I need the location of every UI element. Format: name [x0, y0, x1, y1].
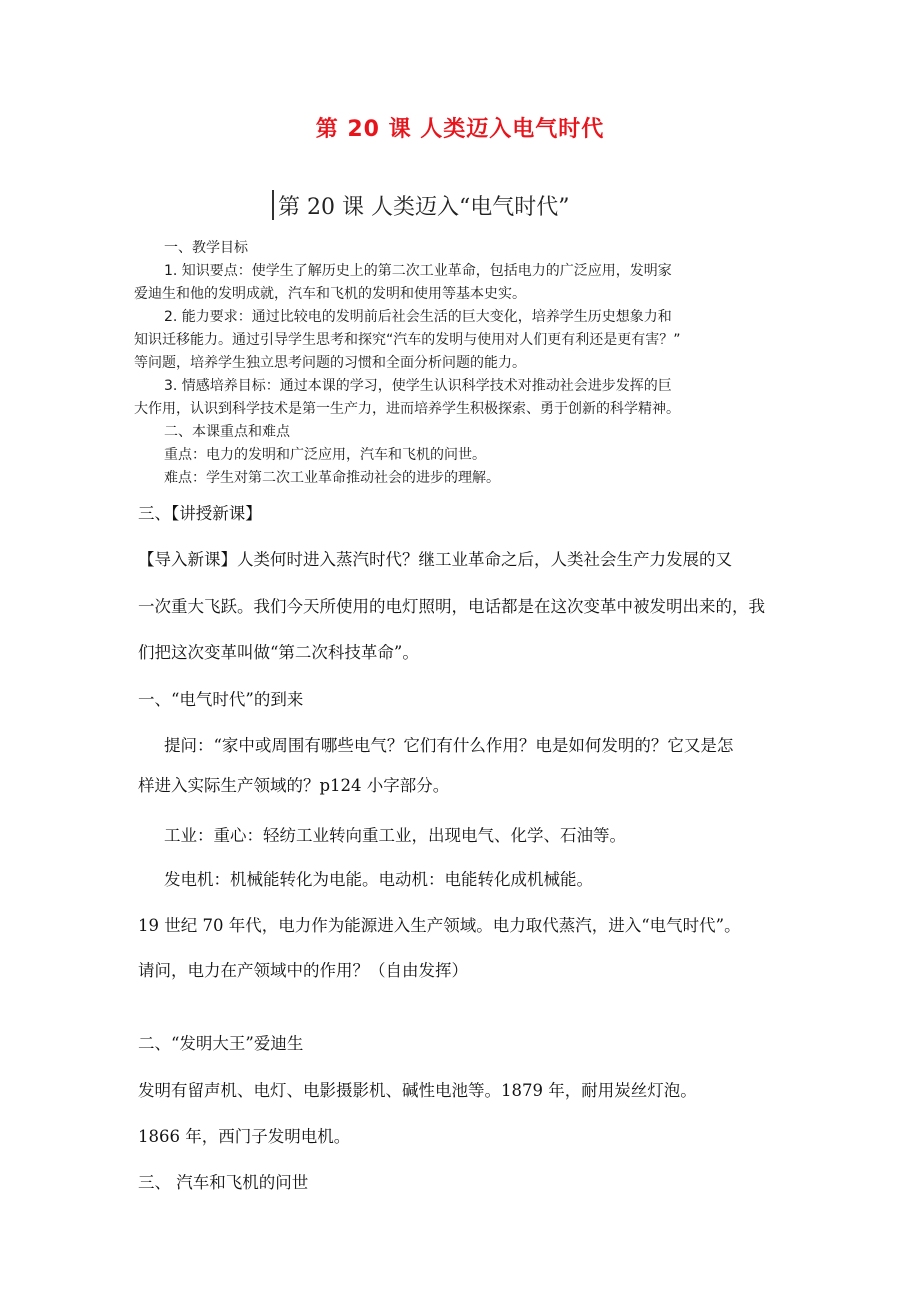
scan-line: 1. 知识要点：使学生了解历史上的第二次工业革命，包括电力的广泛应用，发明家: [164, 263, 672, 279]
scan-line: 重点：电力的发明和广泛应用，汽车和飞机的问世。: [164, 447, 486, 463]
scan-line: 一、教学目标: [164, 240, 248, 256]
paragraph-line: 【导入新课】人类何时进入蒸汽时代？继工业革命之后，人类社会生产力发展的又: [138, 550, 732, 569]
section-heading: 二、“发明大王”爱迪生: [138, 1034, 304, 1053]
scan-line: 爱迪生和他的发明成就，汽车和飞机的发明和使用等基本史实。: [134, 286, 526, 302]
scan-line: 等问题，培养学生独立思考问题的习惯和全面分析问题的能力。: [134, 355, 526, 371]
paragraph-line: 工业：重心：轻纺工业转向重工业，出现电气、化学、石油等。: [164, 826, 626, 845]
scan-line: 3. 情感培养目标：通过本课的学习，使学生认识科学技术对推动社会进步发挥的巨: [164, 378, 672, 394]
section-heading: 一、“电气时代”的到来: [138, 690, 304, 709]
scan-line: 大作用，认识到科学技术是第一生产力，进而培养学生积极探索、勇于创新的科学精神。: [134, 401, 680, 417]
paragraph-line: 样进入实际生产领域的？p124 小字部分。: [138, 776, 450, 795]
scan-cursor-bar: [272, 190, 274, 220]
scan-line: 二、本课重点和难点: [164, 424, 290, 440]
paragraph-line: 发明有留声机、电灯、电影摄影机、碱性电池等。1879 年，耐用炭丝灯泡。: [138, 1081, 697, 1100]
paragraph-line: 一次重大飞跃。我们今天所使用的电灯照明，电话都是在这次变革中被发明出来的，我: [138, 597, 765, 616]
paragraph-line: 提问：“家中或周围有哪些电气？它们有什么作用？电是如何发明的？它又是怎: [164, 736, 734, 755]
page-title: 第 20 课 人类迈入电气时代: [315, 117, 605, 142]
paragraph-line: 们把这次变革叫做“第二次科技革命”。: [138, 643, 419, 662]
paragraph-line: 发电机：机械能转化为电能。电动机：电能转化成机械能。: [164, 870, 593, 889]
paragraph-line: 请问，电力在产领域中的作用？（自由发挥）: [138, 961, 468, 980]
scan-line: 难点：学生对第二次工业革命推动社会的进步的理解。: [164, 470, 500, 486]
scan-heading: 第 20 课 人类迈入“电气时代”: [278, 195, 570, 220]
scan-line: 知识迁移能力。通过引导学生思考和探究“汽车的发明与使用对人们更有利还是更有害？”: [134, 332, 681, 348]
paragraph-line: 1866 年，西门子发明电机。: [138, 1127, 351, 1146]
scan-line: 2. 能力要求：通过比较电的发明前后社会生活的巨大变化，培养学生历史想象力和: [164, 309, 672, 325]
section-heading: 三、 汽车和飞机的问世: [138, 1173, 309, 1192]
section-heading: 三、【讲授新课】: [138, 504, 262, 523]
paragraph-line: 19 世纪 70 年代，电力作为能源进入生产领域。电力取代蒸汽，进入“电气时代”。: [138, 916, 741, 935]
scanned-image: [130, 182, 780, 492]
